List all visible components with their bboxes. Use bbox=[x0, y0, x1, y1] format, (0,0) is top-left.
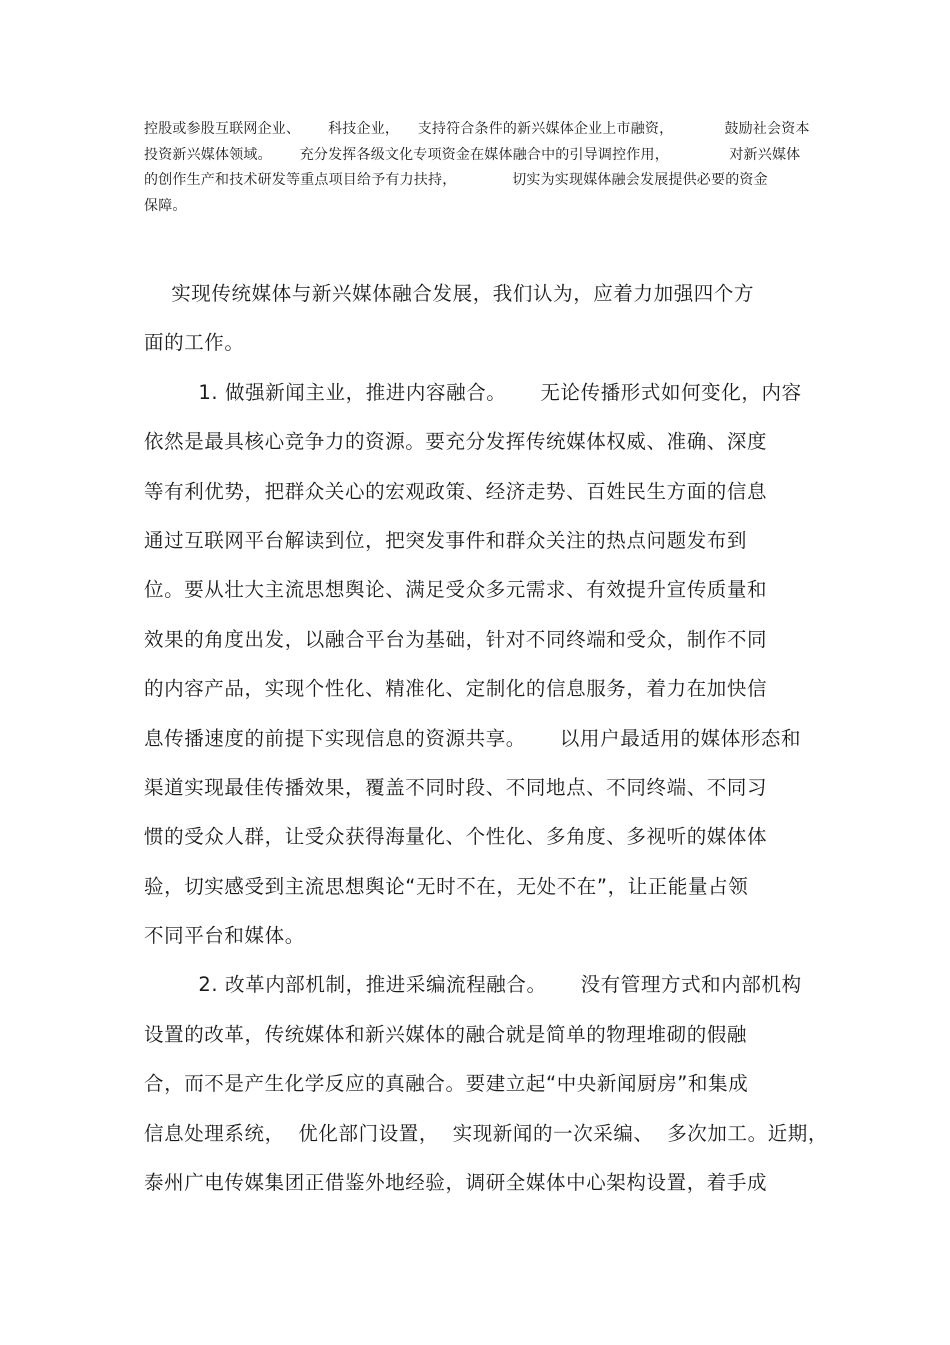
text-line: 保障。 bbox=[144, 197, 187, 214]
text-line: 投资新兴媒体领域。 充分发挥各级文化专项资金在媒体融合中的引导调控作用， 对新兴媒体 bbox=[144, 146, 801, 163]
text-line: 渠道实现最佳传播效果，覆盖不同时段、不同地点、不同终端、不同习 bbox=[144, 775, 768, 799]
text-line: 等有利优势，把群众关心的宏观政策、经济走势、百姓民生方面的信息 bbox=[144, 479, 768, 503]
text-line: 通过互联网平台解读到位，把突发事件和群众关注的热点问题发布到 bbox=[144, 528, 748, 552]
text-line: 泰州广电传媒集团正借鉴外地经验，调研全媒体中心架构设置，着手成 bbox=[144, 1171, 768, 1195]
section-heading-2: 2. 改革内部机制，推进采编流程融合。 没有管理方式和内部机构 bbox=[144, 973, 802, 997]
text-line: 实现传统媒体与新兴媒体融合发展，我们认为，应着力加强四个方 bbox=[144, 282, 755, 305]
text-line: 面的工作。 bbox=[144, 331, 245, 355]
text-line: 息传播速度的前提下实现信息的资源共享。 以用户最适用的媒体形态和 bbox=[144, 726, 802, 750]
text-line: 合，而不是产生化学反应的真融合。要建立起“中央新闻厨房”和集成 bbox=[144, 1072, 749, 1096]
text-line: 效果的角度出发，以融合平台为基础，针对不同终端和受众，制作不同 bbox=[144, 627, 768, 651]
text-line: 控股或参股互联网企业、 科技企业， 支持符合条件的新兴媒体企业上市融资， 鼓励社会资本 bbox=[144, 121, 810, 137]
text-line: 信息处理系统， 优化部门设置， 实现新闻的一次采编、 多次加工。近期， bbox=[144, 1121, 828, 1145]
text-line: 不同平台和媒体。 bbox=[144, 924, 305, 948]
text-line: 的内容产品，实现个性化、精准化、定制化的信息服务，着力在加快信 bbox=[144, 677, 768, 701]
top-paragraph bbox=[144, 117, 824, 219]
text-line: 的创作生产和技术研发等重点项目给予有力扶持， 切实为实现媒体融会发展提供必要的资金 bbox=[144, 172, 768, 188]
section-heading-1: 1. 做强新闻主业，推进内容融合。 无论传播形式如何变化，内容 bbox=[144, 380, 802, 404]
text-line: 设置的改革，传统媒体和新兴媒体的融合就是简单的物理堆砌的假融 bbox=[144, 1022, 748, 1046]
text-line: 验，切实感受到主流思想舆论“无时不在，无处不在”，让正能量占领 bbox=[144, 874, 749, 898]
text-line: 位。要从壮大主流思想舆论、满足受众多元需求、有效提升宣传质量和 bbox=[144, 578, 768, 602]
text-line: 惯的受众人群，让受众获得海量化、个性化、多角度、多视听的媒体体 bbox=[144, 825, 768, 849]
body-text bbox=[144, 273, 844, 1211]
text-line: 依然是最具核心竞争力的资源。要充分发挥传统媒体权威、准确、深度 bbox=[144, 430, 768, 454]
